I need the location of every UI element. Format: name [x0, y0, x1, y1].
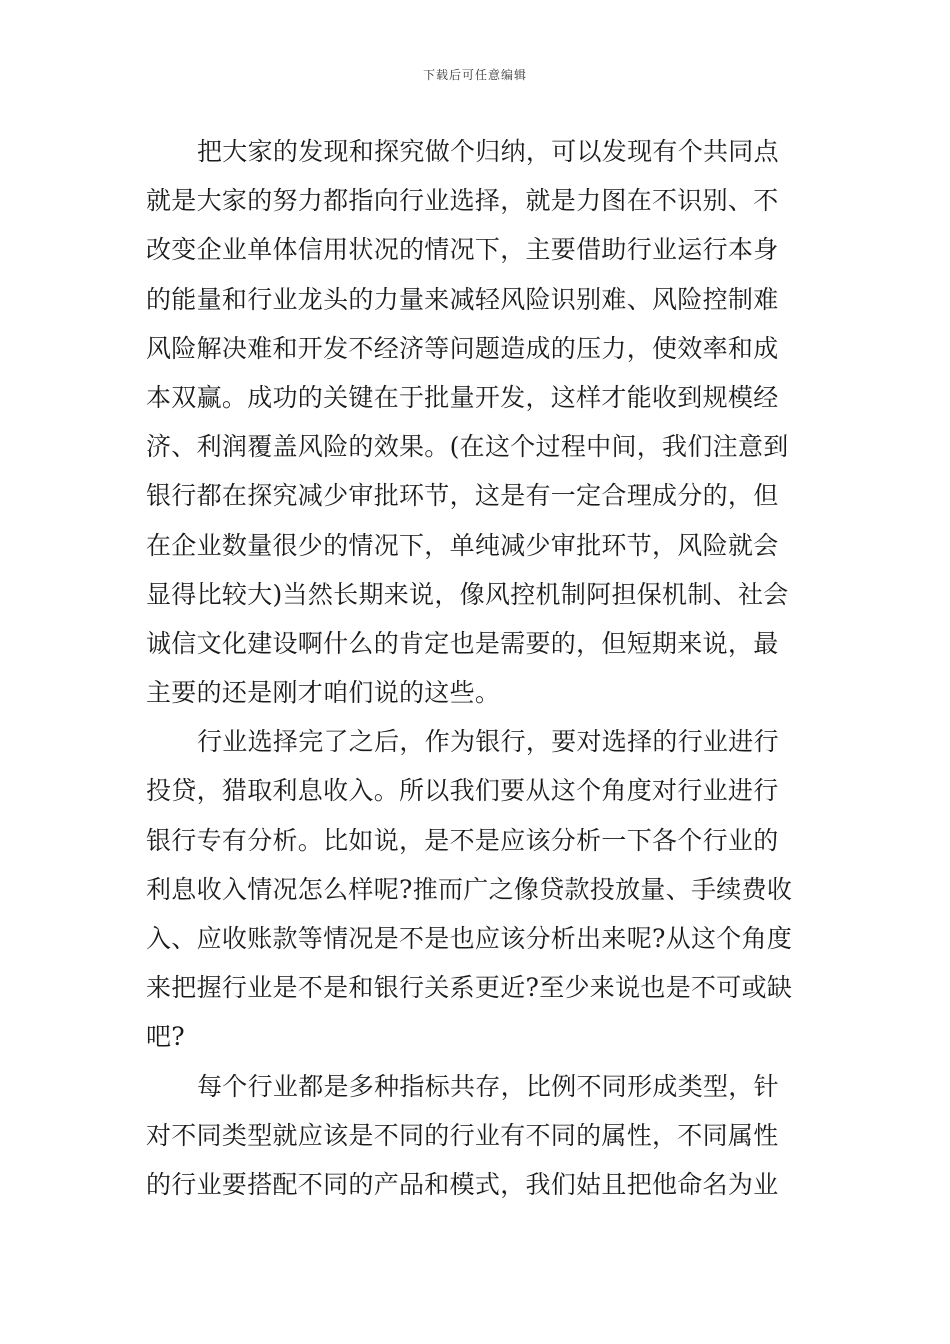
text-line: 行业选择完了之后，作为银行，要对选择的行业进行	[197, 727, 779, 757]
page-header: 下载后可任意编辑	[422, 68, 527, 82]
text-line: 的行业要搭配不同的产品和模式，我们姑且把他命名为业	[146, 1169, 779, 1199]
text-line: 投贷，猎取利息收入。所以我们要从这个角度对行业进行	[146, 776, 779, 806]
text-line: 利息收入情况怎么样呢?推而广之像贷款投放量、手续费收	[146, 874, 793, 904]
text-line: 入、应收账款等情况是不是也应该分析出来呢?从这个角度	[146, 924, 793, 953]
text-line: 对不同类型就应该是不同的行业有不同的属性，不同属性	[146, 1120, 779, 1150]
text-line: 的能量和行业龙头的力量来减轻风险识别难、风险控制难	[146, 284, 779, 314]
text-line: 来把握行业是不是和银行关系更近?至少来说也是不可或缺	[146, 973, 793, 1003]
text-line: 济、利润覆盖风险的效果。(在这个过程中间，我们注意到	[146, 432, 789, 462]
text-line: 显得比较大)当然长期来说，像风控机制阿担保机制、社会	[146, 579, 789, 609]
text-line: 本双赢。成功的关键在于批量开发，这样才能收到规模经	[146, 382, 779, 412]
text-line: 诚信文化建设啊什么的肯定也是需要的，但短期来说，最	[146, 628, 779, 658]
text-line: 吧?	[146, 1022, 186, 1052]
text-line: 银行都在探究减少审批环节，这是有一定合理成分的，但	[146, 481, 779, 511]
text-line: 把大家的发现和探究做个归纳，可以发现有个共同点	[197, 137, 779, 166]
text-line: 风险解决难和开发不经济等问题造成的压力，使效率和成	[146, 333, 779, 363]
text-line: 主要的还是刚才咱们说的这些。	[146, 678, 501, 708]
body-text	[146, 127, 808, 1209]
text-line: 银行专有分析。比如说，是不是应该分析一下各个行业的	[146, 825, 779, 855]
text-line: 在企业数量很少的情况下，单纯减少审批环节，风险就会	[146, 530, 779, 560]
text-line: 每个行业都是多种指标共存，比例不同形成类型，针	[197, 1071, 779, 1101]
text-line: 就是大家的努力都指向行业选择，就是力图在不识别、不	[146, 186, 779, 216]
text-line: 改变企业单体信用状况的情况下，主要借助行业运行本身	[146, 235, 779, 265]
